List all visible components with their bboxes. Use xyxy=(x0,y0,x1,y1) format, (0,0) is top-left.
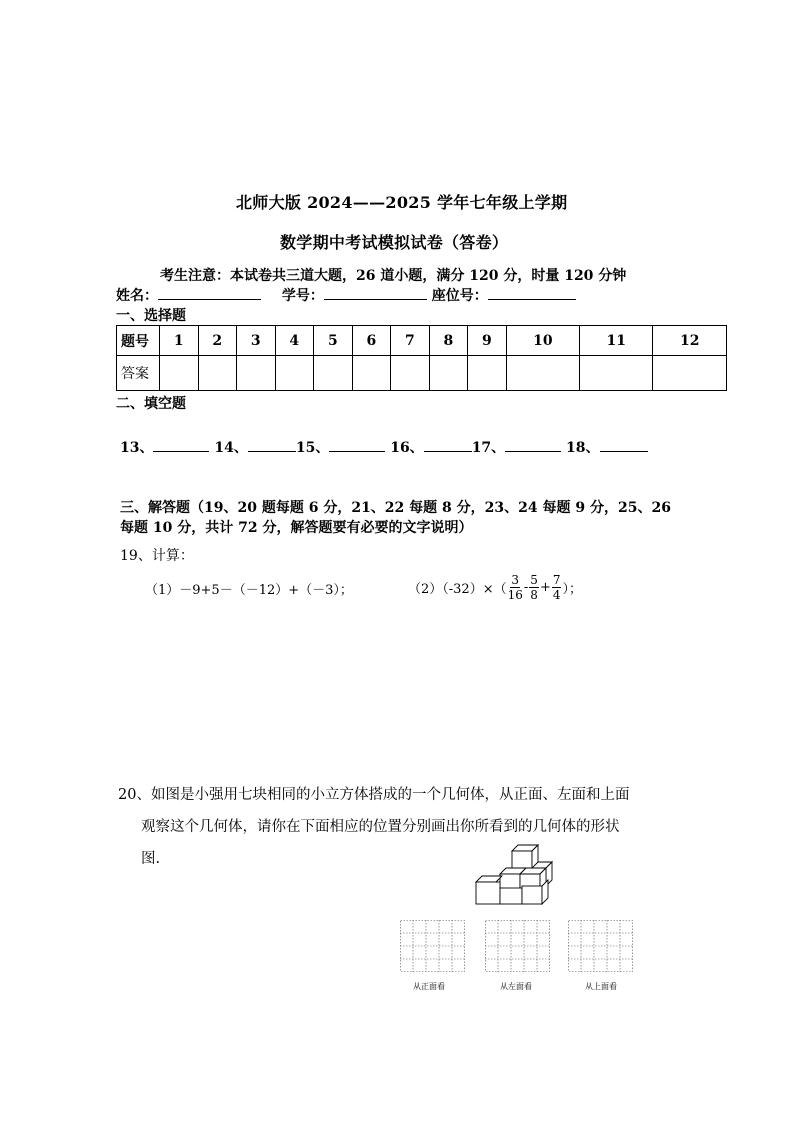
exam-notice: 考生注意：本试卷共三道大题，26 道小题，满分 120 分，时量 120 分钟 xyxy=(160,268,627,284)
fraction-3-16: $\frac{3}{16}$ xyxy=(507,572,523,602)
section-2-heading: 二、填空题 xyxy=(116,396,186,412)
seat-blank[interactable] xyxy=(488,285,576,300)
blank-17[interactable] xyxy=(505,437,561,452)
question-number: 4 xyxy=(275,326,314,356)
question-number: 3 xyxy=(237,326,276,356)
blank-label-18: 18、 xyxy=(566,440,600,456)
part-2-prefix: （2）（-32）×（ xyxy=(408,581,507,597)
question-19-part-1: （1）－9+5－（－12）+（－3）； xyxy=(145,583,353,598)
fill-blank-row xyxy=(120,437,648,457)
blank-label-14: 14、 xyxy=(214,440,248,456)
question-number-row xyxy=(117,326,727,356)
answer-cell[interactable] xyxy=(160,356,199,391)
name-label: 姓名： xyxy=(116,288,158,304)
answer-row xyxy=(117,356,727,391)
student-info-row xyxy=(116,285,576,305)
blank-label-15: 15、 xyxy=(295,440,330,456)
answer-cell[interactable] xyxy=(391,356,430,391)
question-number: 6 xyxy=(352,326,391,356)
blank-label-16: 16、 xyxy=(390,440,424,456)
answer-cell[interactable] xyxy=(352,356,391,391)
blank-16[interactable] xyxy=(424,437,472,452)
minus-sign: - xyxy=(523,579,529,595)
question-number: 2 xyxy=(198,326,237,356)
plus-sign: + xyxy=(539,579,551,595)
question-number: 5 xyxy=(314,326,353,356)
section-1-heading: 一、选择题 xyxy=(116,308,186,324)
question-number: 11 xyxy=(580,326,653,356)
question-number: 9 xyxy=(468,326,507,356)
question-number: 8 xyxy=(429,326,468,356)
section-3-heading-line-1: 三、解答题（19、20 题每题 6 分，21、22 每题 8 分，23、24 每题 9 分，25、26 xyxy=(120,500,671,516)
student-id-label: 学号： xyxy=(281,288,324,304)
cube-figure xyxy=(470,842,560,908)
blank-label-17: 17、 xyxy=(471,440,506,456)
answer-cell[interactable] xyxy=(314,356,353,391)
blank-18[interactable] xyxy=(600,437,648,452)
blank-15[interactable] xyxy=(329,437,385,452)
name-blank[interactable] xyxy=(158,285,261,300)
question-number: 7 xyxy=(391,326,430,356)
blank-label-13: 13、 xyxy=(120,440,154,456)
section-3-heading-line-2: 每题 10 分，共计 72 分，解答题要有必要的文字说明） xyxy=(120,520,473,536)
title-line-2: 数学期中考试模拟试卷（答卷） xyxy=(280,233,509,252)
answer-table xyxy=(116,325,727,391)
front-view-caption: 从正面看 xyxy=(413,982,445,991)
blank-14[interactable] xyxy=(248,437,296,452)
front-view-grid[interactable] xyxy=(400,920,465,972)
question-number-header: 题号 xyxy=(117,326,160,356)
student-id-blank[interactable] xyxy=(324,285,427,300)
answer-cell[interactable] xyxy=(580,356,653,391)
question-number: 12 xyxy=(653,326,727,356)
top-view-caption: 从上面看 xyxy=(585,982,617,991)
question-number: 1 xyxy=(160,326,199,356)
fraction-7-4: $\frac{7}{4}$ xyxy=(552,572,561,602)
top-view-grid[interactable] xyxy=(568,920,633,972)
fraction-5-8: $\frac{5}{8}$ xyxy=(530,572,538,602)
answer-cell[interactable] xyxy=(275,356,314,391)
answer-cell[interactable] xyxy=(653,356,727,391)
answer-header: 答案 xyxy=(117,356,160,391)
question-19-part-2 xyxy=(408,570,582,604)
answer-cell[interactable] xyxy=(237,356,276,391)
part-2-suffix: ）； xyxy=(562,581,582,597)
seat-label: 座位号： xyxy=(431,288,488,304)
question-20-line-1: 20、如图是小强用七块相同的小立方体搭成的一个几何体，从正面、左面和上面 xyxy=(118,787,630,803)
question-19-label: 19、计算： xyxy=(120,548,194,564)
answer-cell[interactable] xyxy=(506,356,579,391)
answer-cell[interactable] xyxy=(468,356,507,391)
title-line-1: 北师大版 2024——2025 学年七年级上学期 xyxy=(236,193,568,212)
blank-13[interactable] xyxy=(153,437,209,452)
answer-cell[interactable] xyxy=(429,356,468,391)
question-20-line-2: 观察这个几何体，请你在下面相应的位置分别画出你所看到的几何体的形状 xyxy=(141,819,620,835)
left-view-grid[interactable] xyxy=(485,920,550,972)
question-number: 10 xyxy=(506,326,579,356)
answer-cell[interactable] xyxy=(198,356,237,391)
question-20-line-3: 图. xyxy=(141,851,161,867)
left-view-caption: 从左面看 xyxy=(500,982,532,991)
